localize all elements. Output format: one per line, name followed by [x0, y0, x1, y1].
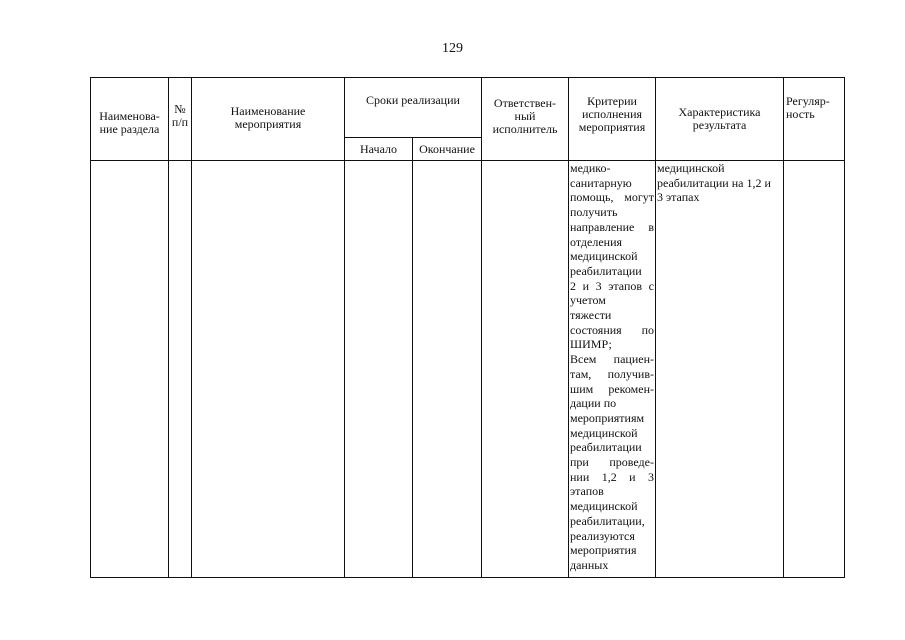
header-criteria: Критерии исполнения мероприятия	[578, 94, 646, 134]
page-number: 129	[442, 41, 463, 56]
col-border-0	[90, 77, 91, 578]
criteria-line: учетом	[570, 293, 606, 308]
criteria-line: отделения	[570, 234, 623, 249]
col-border-1	[168, 77, 169, 578]
criteria-line: при проведе-	[570, 455, 654, 470]
header-responsible: Ответствен- ный исполнитель	[492, 96, 558, 136]
header-regularity: Регуляр- ность	[786, 94, 830, 121]
criteria-line: санитарную	[570, 175, 632, 190]
col-border-7	[655, 77, 656, 578]
criteria-line: направление в	[570, 219, 654, 234]
result-text	[657, 161, 782, 205]
criteria-line: 2 и 3 этапов с	[570, 278, 654, 293]
criteria-line: там, получив-	[570, 366, 654, 381]
header-end: Окончание	[419, 142, 475, 156]
criteria-line: мероприятия	[570, 543, 637, 558]
criteria-line: тяжести	[570, 308, 612, 323]
criteria-line: медико-	[570, 161, 611, 175]
header-measure-name: Наименование мероприятия	[230, 104, 306, 131]
col-border-8	[783, 77, 784, 578]
criteria-line: медицинской	[570, 249, 638, 264]
criteria-text	[570, 161, 654, 573]
col-border-4	[412, 137, 413, 578]
table-top-border	[90, 77, 845, 78]
header-section-name: Наименова- ние раздела	[99, 109, 160, 136]
criteria-line: нии 1,2 и 3	[570, 469, 654, 484]
criteria-line: дации по	[570, 396, 617, 411]
result-line: 3 этапах	[657, 190, 700, 205]
criteria-line: получить	[570, 205, 618, 220]
criteria-line: данных	[570, 557, 609, 572]
col-border-9	[844, 77, 845, 578]
criteria-line: медицинской	[570, 499, 638, 514]
criteria-line: мероприятиям	[570, 410, 645, 425]
col-border-2	[191, 77, 192, 578]
criteria-line: реализуются	[570, 528, 635, 543]
header-start: Начало	[360, 142, 397, 156]
col-border-5	[481, 77, 482, 578]
criteria-line: шим рекомен-	[570, 381, 654, 396]
header-number: № п/п	[171, 102, 189, 129]
criteria-line: реабилитации	[570, 263, 642, 278]
criteria-line: реабилитации	[570, 440, 642, 455]
header-result: Характеристика результата	[678, 105, 761, 132]
criteria-line: этапов	[570, 484, 604, 499]
criteria-line: медицинской	[570, 425, 638, 440]
header-terms: Сроки реализации	[366, 93, 460, 107]
criteria-line: состояния по	[570, 322, 654, 337]
table-bottom-border	[90, 577, 845, 578]
criteria-line: Всем пациен-	[570, 352, 654, 367]
result-line: медицинской	[657, 161, 725, 175]
result-line: реабилитации на 1,2 и	[657, 175, 771, 190]
criteria-line: ШИМР;	[570, 337, 612, 352]
col-border-6	[568, 77, 569, 578]
criteria-line: реабилитации,	[570, 513, 645, 528]
criteria-line: помощь, могут	[570, 190, 654, 205]
